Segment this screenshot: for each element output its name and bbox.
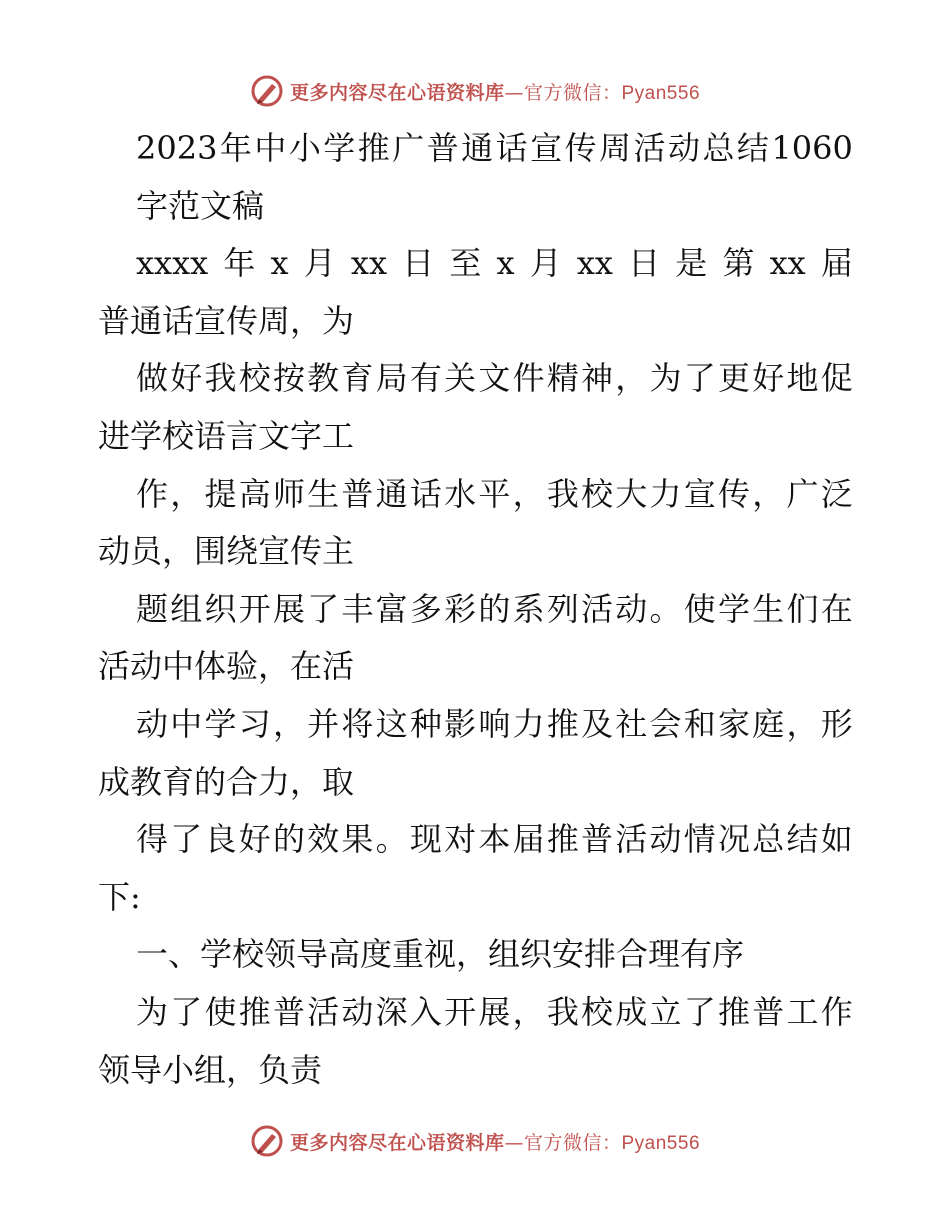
watermark-text: 更多内容尽在心语资料库—官方微信：Pyan556 (289, 81, 701, 104)
text-line: 动员，围绕宣传主 (98, 532, 355, 571)
text-line: 活动中体验，在活 (98, 647, 355, 686)
text-line: 下: (98, 877, 141, 916)
text-line: 领导小组，负责 (98, 1050, 323, 1089)
pen-logo-icon (250, 1124, 284, 1158)
watermark-text: 更多内容尽在心语资料库—官方微信：Pyan556 (289, 1131, 701, 1154)
text-line: xxxx 年 x 月 xx 日 至 x 月 xx 日 是 第 xx 届 (136, 244, 853, 283)
text-line: 题 组 织 开 展 了 丰 富 多 彩 的 系 列 活 动 。 使 学 生 们 在 (136, 589, 853, 628)
text-line: 进学校语言文字工 (98, 416, 355, 455)
pen-logo-icon (250, 74, 284, 108)
text-line: 做 好 我 校 按 教 育 局 有 关 文 件 精 神 ， 为 了 更 好 地 促 (136, 359, 853, 398)
text-line: 动 中 学 习 ， 并 将 这 种 影 响 力 推 及 社 会 和 家 庭 ， 形 (136, 704, 853, 743)
text-line: 作 ， 提 高 师 生 普 通 话 水 平 ， 我 校 大 力 宣 传 ， 广 泛 (136, 474, 853, 513)
text-line: 为 了 使 推 普 活 动 深 入 开 展 ， 我 校 成 立 了 推 普 工 作 (136, 992, 853, 1031)
text-line: 成教育的合力，取 (98, 762, 355, 801)
text-line: 一、学校领导高度重视，组织安排合理有序 (136, 935, 745, 974)
header-watermark (0, 71, 950, 111)
text-line: 2023 年 中 小 学 推 广 普 通 话 宣 传 周 活 动 总 结 1060 (136, 129, 853, 167)
text-line: 普通话宣传周，为 (98, 301, 355, 340)
text-line: 字范文稿 (136, 186, 265, 225)
text-line: 得 了 良 好 的 效 果 。 现 对 本 届 推 普 活 动 情 况 总 结 如 (136, 820, 853, 859)
footer-watermark (0, 1121, 950, 1161)
document-body (98, 120, 853, 1099)
